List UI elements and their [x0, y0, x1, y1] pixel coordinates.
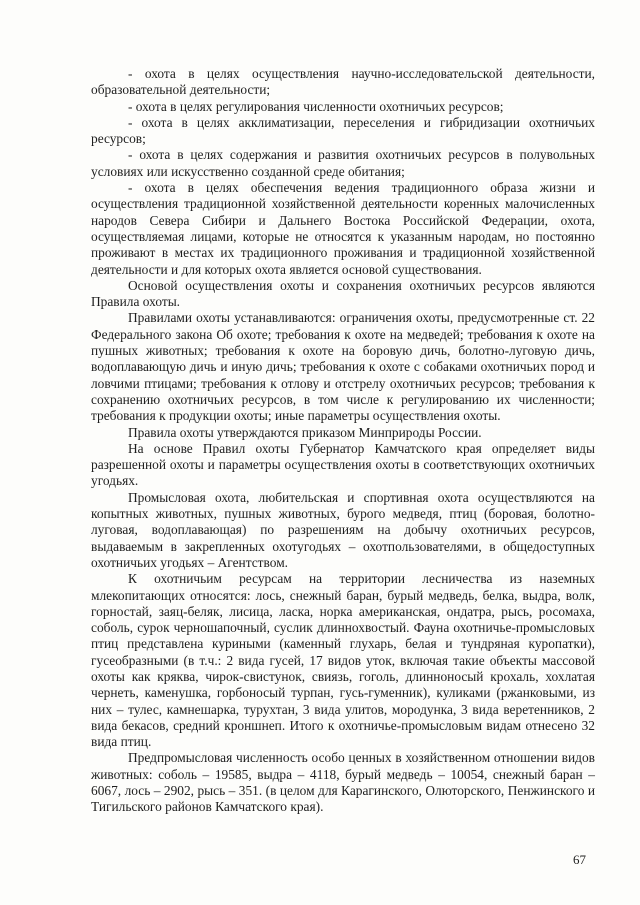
page-number: 67 — [573, 852, 586, 867]
paragraph-hunting-rules-contents: Правилами охоты устанавливаются: ограничения охоты, предусмотренные ст. 22 Федерального закона Об охоте; требования к охоте на медведей; требования к охоте на пушных животных; требования к охоте на боровую дичь, болотно-луговую дичь, водоплавающую дичь и иную дичь; требования к охоте с собаками охотничьих пород и ловчими птицами; требования к отлову и отстрелу охотничьих ресурсов; требования к сохранению охотничьих ресурсов, в том числе к регулированию их численности; требования к продукции охоты; иные параметры осуществления охоты. — [91, 310, 595, 424]
paragraph-acclimatization-hunting: - охота в целях акклиматизации, переселения и гибридизации охотничьих ресурсов; — [91, 114, 595, 147]
document-body — [91, 66, 595, 816]
paragraph-rules-approval: Правила охоты утверждаются приказом Минприроды России. — [128, 424, 482, 440]
paragraph-population-numbers: Предпромысловая численность особо ценных в хозяйственном отношении видов животных: соболь – 19585, выдра – 4118, бурый медведь – 10054, снежный баран – 6067, лось – 2902, рысь – 351. (в целом для Карагинского, Олюторского, Пенжинского и Тигильского районов Камчатского края). — [91, 750, 595, 815]
paragraph-commercial-hunting: Промысловая охота, любительская и спортивная охота осуществляются на копытных животных, пушных животных, бурого медведя, птиц (боровая, болотно-луговая, водоплавающая) по разрешениям на добычу охотничьих ресурсов, выдаваемым в закрепленных охотугодьях – охотпользователями, в общедоступных охотничьих угодьях – Агентством. — [91, 489, 595, 570]
paragraph-regulation-hunting: - охота в целях регулирования численности охотничьих ресурсов; — [128, 98, 504, 114]
paragraph-research-hunting: - охота в целях осуществления научно-исследовательской деятельности, образовательной деятельности; — [91, 66, 595, 98]
paragraph-hunting-rules-basis: Основой осуществления охоты и сохранения охотничьих ресурсов являются Правила охоты. — [91, 277, 595, 310]
paragraph-traditional-hunting: - охота в целях обеспечения ведения традиционного образа жизни и осуществления традиционной хозяйственной деятельности коренных малочисленных народов Севера Сибири и Дальнего Востока Российской Федерации, охота, осуществляемая лицами, которые не относятся к указанным народам, но постоянно проживают в местах их традиционного проживания и традиционной хозяйственной деятельности и для которых охота является основой существования. — [91, 180, 595, 277]
paragraph-hunting-resources-fauna: К охотничьим ресурсам на территории лесничества из наземных млекопитающих относятся: лось, снежный баран, бурый медведь, белка, выдра, волк, горностай, заяц-беляк, лисица, ласка, норка американская, ондатра, рысь, росомаха, соболь, сурок черношапочный, суслик длиннохвостый. Фауна охотничье-промысловых птиц представлена куриными (каменный глухарь, белая и тундряная куропатки), гусеобразными (в т.ч.: 2 вида гусей, 17 видов уток, включая такие объекты массовой охоты как кряква, чирок-свистунок, свиязь, гоголь, длинноносый крохаль, хохлатая чернеть, каменушка, горбоносый турпан, гусь-гуменник), куликами (ржанковыми, из них – тулес, камнешарка, турухтан, 3 вида улитов, мородунка, 3 вида веретенников, 2 вида бекасов, средний кроншнеп. Итого к охотничье-промысловым видам отнесено 32 вида птиц. — [91, 571, 595, 750]
paragraph-semi-free-hunting: - охота в целях содержания и развития охотничьих ресурсов в полувольных условиях или искусственно созданной среде обитания; — [91, 147, 595, 179]
paragraph-governor-determination: На основе Правил охоты Губернатор Камчатского края определяет виды разрешенной охоты и параметры осуществления охоты в соответствующих охотничьих угодьях. — [91, 440, 595, 489]
